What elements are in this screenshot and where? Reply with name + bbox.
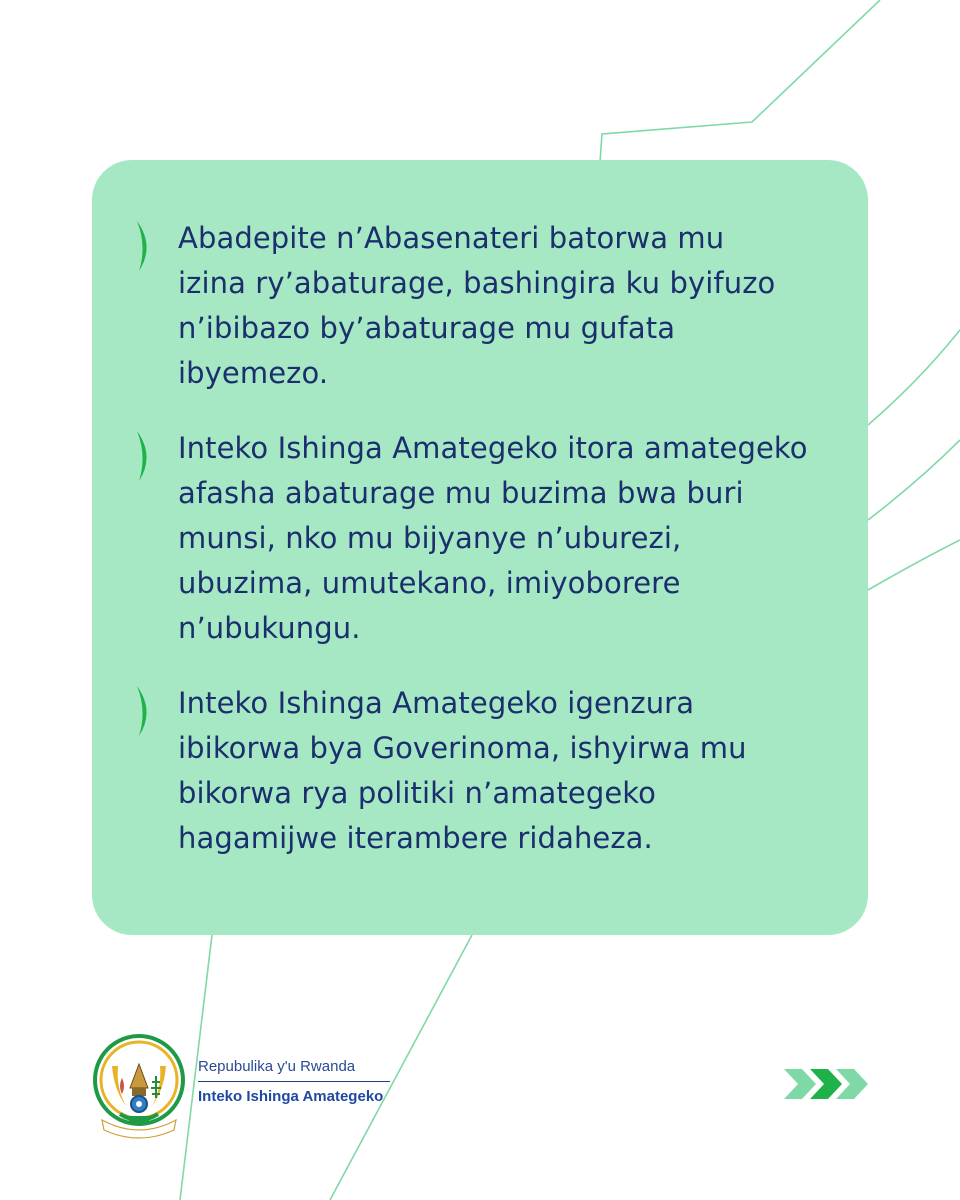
item-text: Inteko Ishinga Amategeko igenzura ibikorwa bya Goverinoma, ishyirwa mu bikorwa rya politiki n’amategeko hagamijwe iterambere ridaheza.: [178, 686, 747, 855]
crescent-leaf-icon: [136, 681, 178, 741]
crescent-leaf-icon: [136, 216, 178, 276]
organization-name: [198, 1058, 390, 1105]
list-item: [136, 216, 828, 396]
content-card: [92, 160, 868, 935]
parliament-label: Inteko Ishinga Amategeko: [198, 1088, 384, 1105]
crescent-leaf-icon: [136, 426, 178, 486]
item-text: Inteko Ishinga Amategeko itora amategeko afasha abaturage mu buzima bwa buri munsi, nko mu bijyanye n’uburezi, ubuzima, umutekano, imiyoborere n’ubukungu.: [178, 431, 808, 645]
item-text: Abadepite n’Abasenateri batorwa mu izina ry’abaturage, bashingira ku byifuzo n’ibibazo by’abaturage mu gufata ibyemezo.: [178, 221, 776, 390]
list-item: [136, 426, 828, 651]
triple-chevron-right-icon[interactable]: [782, 1066, 872, 1102]
list-item: [136, 681, 828, 861]
republic-label: Repubulika y'u Rwanda: [198, 1058, 390, 1082]
rwanda-coat-of-arms-icon: [90, 1030, 188, 1140]
